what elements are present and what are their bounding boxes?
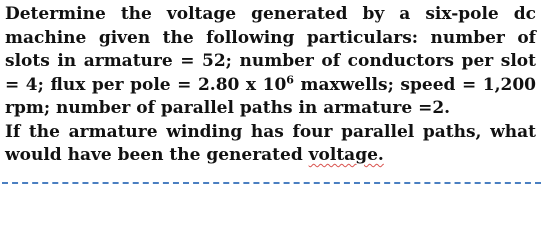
problem-statement-text: Determine the voltage generated by a six-pole dc machine given the following particulars: number of slots in armature = 52; number of conductors per slot = 4; flux per pole = 2.80 x 10 bbox=[5, 4, 536, 95]
problem-statement bbox=[5, 3, 536, 121]
flux-exponent: 6 bbox=[286, 72, 294, 86]
problem-statement-text-cont: maxwells; speed = 1,200 rpm; number of parallel paths in armature =2. bbox=[5, 74, 536, 118]
section-divider bbox=[2, 182, 541, 184]
follow-up-question-text: If the armature winding has four parallel paths, what would have been the generated bbox=[5, 121, 536, 165]
problem-text-block bbox=[5, 3, 536, 168]
spellcheck-flagged-word[interactable]: voltage. bbox=[308, 145, 384, 165]
follow-up-question bbox=[5, 121, 536, 168]
